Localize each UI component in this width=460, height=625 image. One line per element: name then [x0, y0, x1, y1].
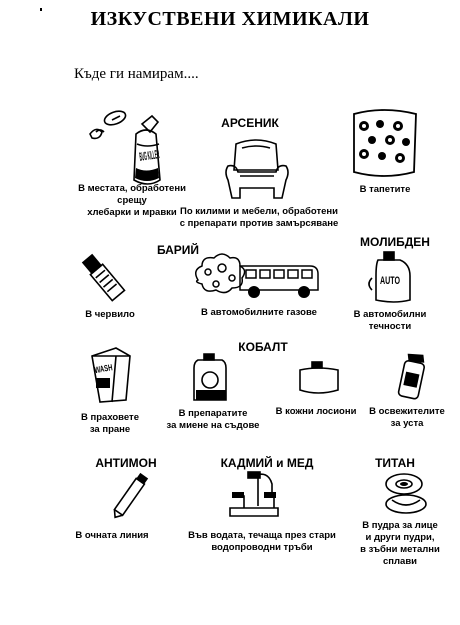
car-exhaust-icon: [192, 250, 322, 304]
eyeliner-pencil-icon: [110, 470, 150, 522]
caption-line: В кожни лосиони: [275, 406, 357, 417]
caption-line: По килими и мебели, обработени: [180, 206, 338, 217]
water-faucet-icon: [224, 468, 284, 524]
spray-can-label: BUG KILLER: [138, 139, 214, 164]
caption-line: В тапетите: [359, 184, 411, 195]
caption-line: В препаратите: [178, 408, 248, 419]
heading-antimony: АНТИМОН: [95, 456, 157, 470]
caption-line: течности: [368, 321, 412, 332]
caption-line: В праховете: [81, 412, 139, 423]
caption-washing-powder: [70, 412, 150, 436]
caption-line: В автомобилни: [353, 309, 427, 320]
caption-line: в зъбни метални: [360, 544, 440, 555]
caption-skin-lotion: [266, 406, 366, 418]
auto-fluid-bottle-icon: [366, 250, 414, 304]
heading-barium: БАРИЙ: [156, 243, 200, 257]
heading-cobalt: КОБАЛТ: [238, 340, 288, 354]
caption-car-exhaust: [184, 307, 334, 319]
caption-line: В автомобилните газове: [201, 307, 317, 318]
dish-detergent-bottle-icon: [192, 352, 230, 404]
caption-mouth-freshener: [362, 406, 452, 430]
caption-line: хлебарки и мравки: [87, 207, 177, 218]
lipstick-icon: [80, 248, 130, 308]
caption-wallpaper: [350, 184, 420, 196]
caption-line: сплави: [382, 556, 418, 567]
caption-line: и други пудри,: [365, 532, 435, 543]
caption-line: водопроводни тръби: [211, 542, 313, 553]
caption-line: Във водата, течаща през стари: [188, 530, 336, 541]
caption-line: В освежителите: [369, 406, 445, 417]
caption-line: В очната линия: [75, 530, 149, 541]
caption-line: В пудра за лице: [362, 520, 438, 531]
caption-line: В червило: [85, 309, 135, 320]
caption-water-pipes: [172, 530, 352, 554]
heading-cadmium-copper: КАДМИЙ и МЕД: [220, 456, 314, 470]
caption-line: за уста: [390, 418, 424, 429]
caption-lipstick: [70, 309, 150, 321]
caption-line: за пране: [89, 424, 131, 435]
caption-line: с препарати против замърсяване: [179, 218, 339, 229]
auto-bottle-label: AUTO: [380, 275, 401, 287]
caption-line: за миене на съдове: [166, 420, 260, 431]
face-powder-compact-icon: [380, 470, 430, 516]
page-subtitle: Къде ги намирам....: [74, 66, 199, 82]
caption-face-powder: [355, 520, 445, 568]
wallpaper-icon: [350, 108, 420, 180]
heading-molybdenum: МОЛИБДЕН: [360, 235, 430, 249]
caption-line: В местата, обработени срещу: [78, 183, 186, 206]
skin-lotion-jar-icon: [296, 360, 342, 396]
mouth-freshener-icon: [396, 352, 430, 402]
heading-titanium: ТИТАН: [375, 456, 415, 470]
washing-box-label: WASH: [93, 360, 123, 376]
caption-auto-fluids: [340, 309, 440, 333]
armchair-icon: [222, 136, 292, 202]
heading-arsenic: АРСЕНИК: [221, 116, 279, 130]
pesticide-spray-icon: [82, 104, 214, 186]
page-title: ИЗКУСТВЕНИ ХИМИКАЛИ: [90, 8, 370, 30]
washing-powder-box-icon: [84, 344, 134, 404]
caption-dish-detergent: [158, 408, 268, 432]
caption-eyeliner: [62, 530, 162, 542]
caption-furniture: [174, 206, 344, 230]
